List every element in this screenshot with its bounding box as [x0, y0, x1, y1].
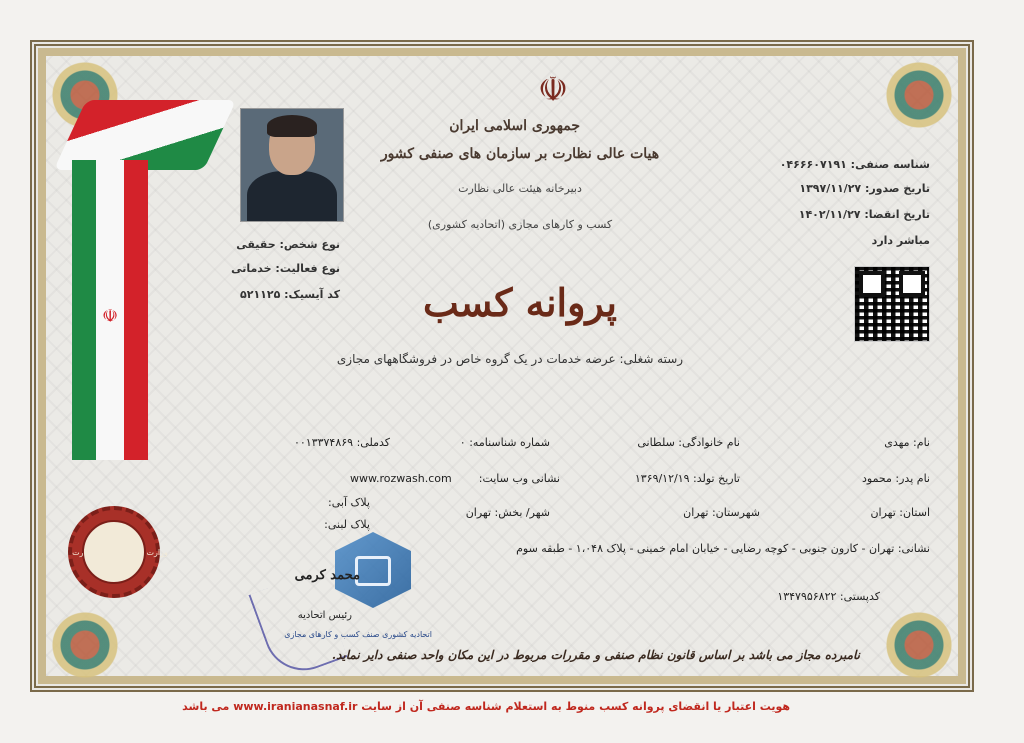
- activity-type: نوع فعالیت: خدماتی: [231, 262, 340, 275]
- seal-text: وزارت صنعت معدن و تجارت: [72, 548, 168, 557]
- corner-ornament-icon: [884, 60, 954, 130]
- board-name: هیات عالی نظارت بر سازمان های صنفی کشور: [380, 146, 660, 162]
- birth-date: تاریخ تولد: ۱۳۶۹/۱۲/۱۹: [634, 472, 740, 485]
- holder-photo: [240, 108, 344, 222]
- website-label: نشانی وب سایت:: [478, 472, 560, 485]
- expiry-date: تاریخ انقضا: ۱۴۰۲/۱۱/۲۷: [798, 208, 930, 221]
- guild-id: شناسه صنفی: ۰۴۶۶۶۰۷۱۹۱: [779, 158, 930, 171]
- person-type: نوع شخص: حقیقی: [236, 238, 340, 251]
- website-link[interactable]: www.rozwash.com: [350, 472, 452, 485]
- signer-role: رئیس اتحادیه: [297, 610, 352, 621]
- union-name: کسب و کارهای مجازی (اتحادیه کشوری): [427, 218, 613, 231]
- flag-ribbon-red: [124, 160, 148, 460]
- holder-name: نام: مهدی: [884, 436, 930, 449]
- signer-name: محمد کرمی: [294, 568, 360, 583]
- republic-name: جمهوری اسلامی ایران: [449, 118, 580, 134]
- corner-ornament-icon: [884, 610, 954, 680]
- corner-ornament-icon: [50, 610, 120, 680]
- plaque-blue: پلاک آبی:: [328, 496, 370, 509]
- union-logo-center: [355, 556, 391, 586]
- verification-footer: هویت اعتبار یا انقضای پروانه کسب منوط به استعلام شناسه صنفی آن از سایت www.iranianasnaf.ir می باشد: [182, 700, 790, 713]
- business-category: رسته شغلی: عرضه خدمات در یک گروه خاص در فروشگاههای مجازی: [336, 352, 684, 366]
- city: شهر/ بخش: تهران: [465, 506, 550, 519]
- flag-ribbon-green: [72, 160, 96, 460]
- father-name: نام پدر: محمود: [861, 472, 930, 485]
- iran-emblem-icon: ☫: [102, 306, 119, 327]
- province: استان: تهران: [870, 506, 930, 519]
- secretariat-name: دبیرخانه هیئت عالی نظارت: [458, 182, 582, 195]
- iran-emblem-icon: ☫: [537, 70, 569, 110]
- isic-code: کد آیسیک: ۵۲۱۱۲۵: [240, 288, 340, 301]
- issue-date: تاریخ صدور: ۱۳۹۷/۱۱/۲۷: [799, 182, 930, 195]
- agent-status: مباشر دارد: [871, 234, 930, 247]
- national-code: کدملی: ۰۰۱۳۳۷۴۸۶۹: [293, 436, 390, 449]
- id-number: شماره شناسنامه: ۰: [459, 436, 550, 449]
- family-name: نام خانوادگی: سلطانی: [637, 436, 740, 449]
- qr-code-icon: [854, 266, 930, 342]
- union-stamp-text: اتحادیه کشوری صنف کسب و کارهای مجازی: [284, 630, 432, 639]
- county: شهرستان: تهران: [683, 506, 760, 519]
- legal-note: نامبرده مجاز می باشد بر اساس قانون نظام صنفی و مقررات مربوط در این مکان واحد صنفی دایر نماید.: [331, 648, 860, 662]
- document-title: پروانه کسب: [423, 280, 617, 325]
- address: نشانی: تهران - کارون جنوبی - کوچه رضایی - خیابان امام خمینی - پلاک ۱،۰۴۸ - طبقه سوم: [516, 542, 930, 555]
- plaque-secondary: پلاک لبنی:: [324, 518, 370, 531]
- postal-code: کدپستی: ۱۳۴۷۹۵۶۸۲۲: [777, 590, 880, 603]
